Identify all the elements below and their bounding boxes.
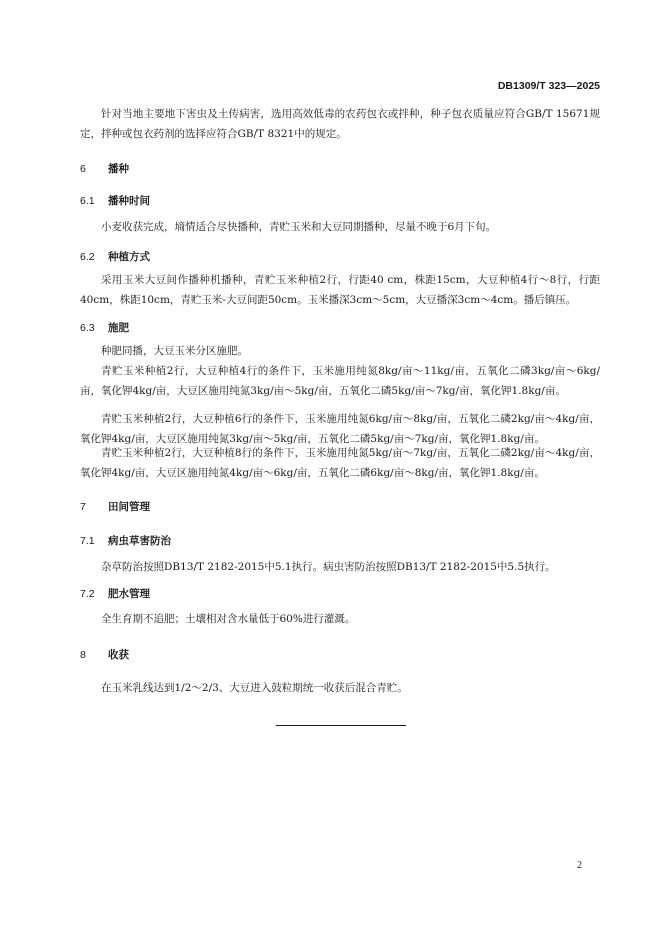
section-title: 病虫草害防治	[108, 535, 171, 547]
fertilizer-6-rows-paragraph: 青贮玉米种植2行，大豆种植6行的条件下，玉米施用纯氮6kg/亩～8kg/亩，五氧化二磷2kg/亩～4kg/亩，氧化钾4kg/亩，大豆区施用纯氮3kg/亩～5kg/亩，五氧化二磷5kg/亩～7kg/亩，氧化钾1.8kg/亩。	[80, 413, 600, 445]
section-title: 田间管理	[108, 501, 150, 513]
sowing-time-paragraph: 小麦收获完成，墒情适合尽快播种，青贮玉米和大豆同期播种，尽量不晚于6月下旬。	[101, 221, 497, 233]
section-number: 7.2	[80, 588, 95, 600]
section-number: 7.1	[80, 535, 95, 547]
section-title: 播种	[108, 163, 129, 175]
section-title: 种植方式	[108, 251, 150, 263]
pest-control-paragraph: 杂草防治按照DB13/T 2182-2015中5.1执行。病虫害防治按照DB13/T 2182-2015中5.5执行。	[101, 561, 556, 573]
fertilizer-8-rows-paragraph: 青贮玉米种植2行，大豆种植8行的条件下，玉米施用纯氮5kg/亩～7kg/亩，五氧化二磷2kg/亩～4kg/亩，氧化钾4kg/亩，大豆区施用纯氮4kg/亩～6kg/亩，五氧化二磷6kg/亩～8kg/亩，氧化钾1.8kg/亩。	[80, 447, 600, 479]
harvest-paragraph: 在玉米乳线达到1/2～2/3、大豆进入鼓粒期统一收获后混合青贮。	[101, 682, 408, 694]
end-of-document-line	[276, 725, 406, 726]
planting-method-paragraph: 采用玉米大豆间作播种机播种，青贮玉米种植2行，行距40 cm，株距15cm，大豆种植4行～8行，行距40cm，株距10cm，青贮玉米-大豆间距50cm。玉米播深3cm～5cm，大豆播深3cm～4cm。播后镇压。	[80, 274, 600, 306]
section-number: 7	[80, 501, 86, 513]
water-fertilizer-paragraph: 全生育期不追肥；土壤相对含水量低于60%进行灌溉。	[101, 613, 356, 625]
page-number: 2	[577, 860, 582, 871]
fertilizer-intro-paragraph: 种肥同播，大豆玉米分区施肥。	[101, 345, 248, 357]
intro-paragraph: 针对当地主要地下害虫及土传病害，选用高效低毒的农药包衣或拌种，种子包衣质量应符合GB/T 15671规定，拌种或包衣药剂的选择应符合GB/T 8321中的规定。	[80, 108, 600, 140]
section-number: 6.3	[80, 322, 95, 334]
section-7-2-heading	[80, 586, 150, 601]
section-title: 施肥	[108, 322, 129, 334]
section-6-3-heading	[80, 320, 129, 335]
section-7-1-heading	[80, 533, 171, 548]
section-title: 播种时间	[108, 195, 150, 207]
section-number: 8	[80, 649, 86, 661]
section-number: 6.2	[80, 251, 95, 263]
section-7-heading	[80, 499, 150, 514]
section-6-2-heading	[80, 249, 150, 264]
section-6-1-heading	[80, 193, 150, 208]
section-number: 6.1	[80, 195, 95, 207]
fertilizer-4-rows-paragraph: 青贮玉米种植2行，大豆种植4行的条件下，玉米施用纯氮8kg/亩～11kg/亩，五氧化二磷3kg/亩～6kg/亩，氧化钾4kg/亩，大豆区施用纯氮3kg/亩～5kg/亩，五氧化二磷5kg/亩～7kg/亩，氧化钾1.8kg/亩。	[80, 365, 600, 397]
section-number: 6	[80, 163, 86, 175]
section-6-heading	[80, 161, 129, 176]
document-code: DB1309/T 323—2025	[497, 80, 600, 92]
section-8-heading	[80, 647, 129, 662]
section-title: 收获	[108, 649, 129, 661]
section-title: 肥水管理	[108, 588, 150, 600]
